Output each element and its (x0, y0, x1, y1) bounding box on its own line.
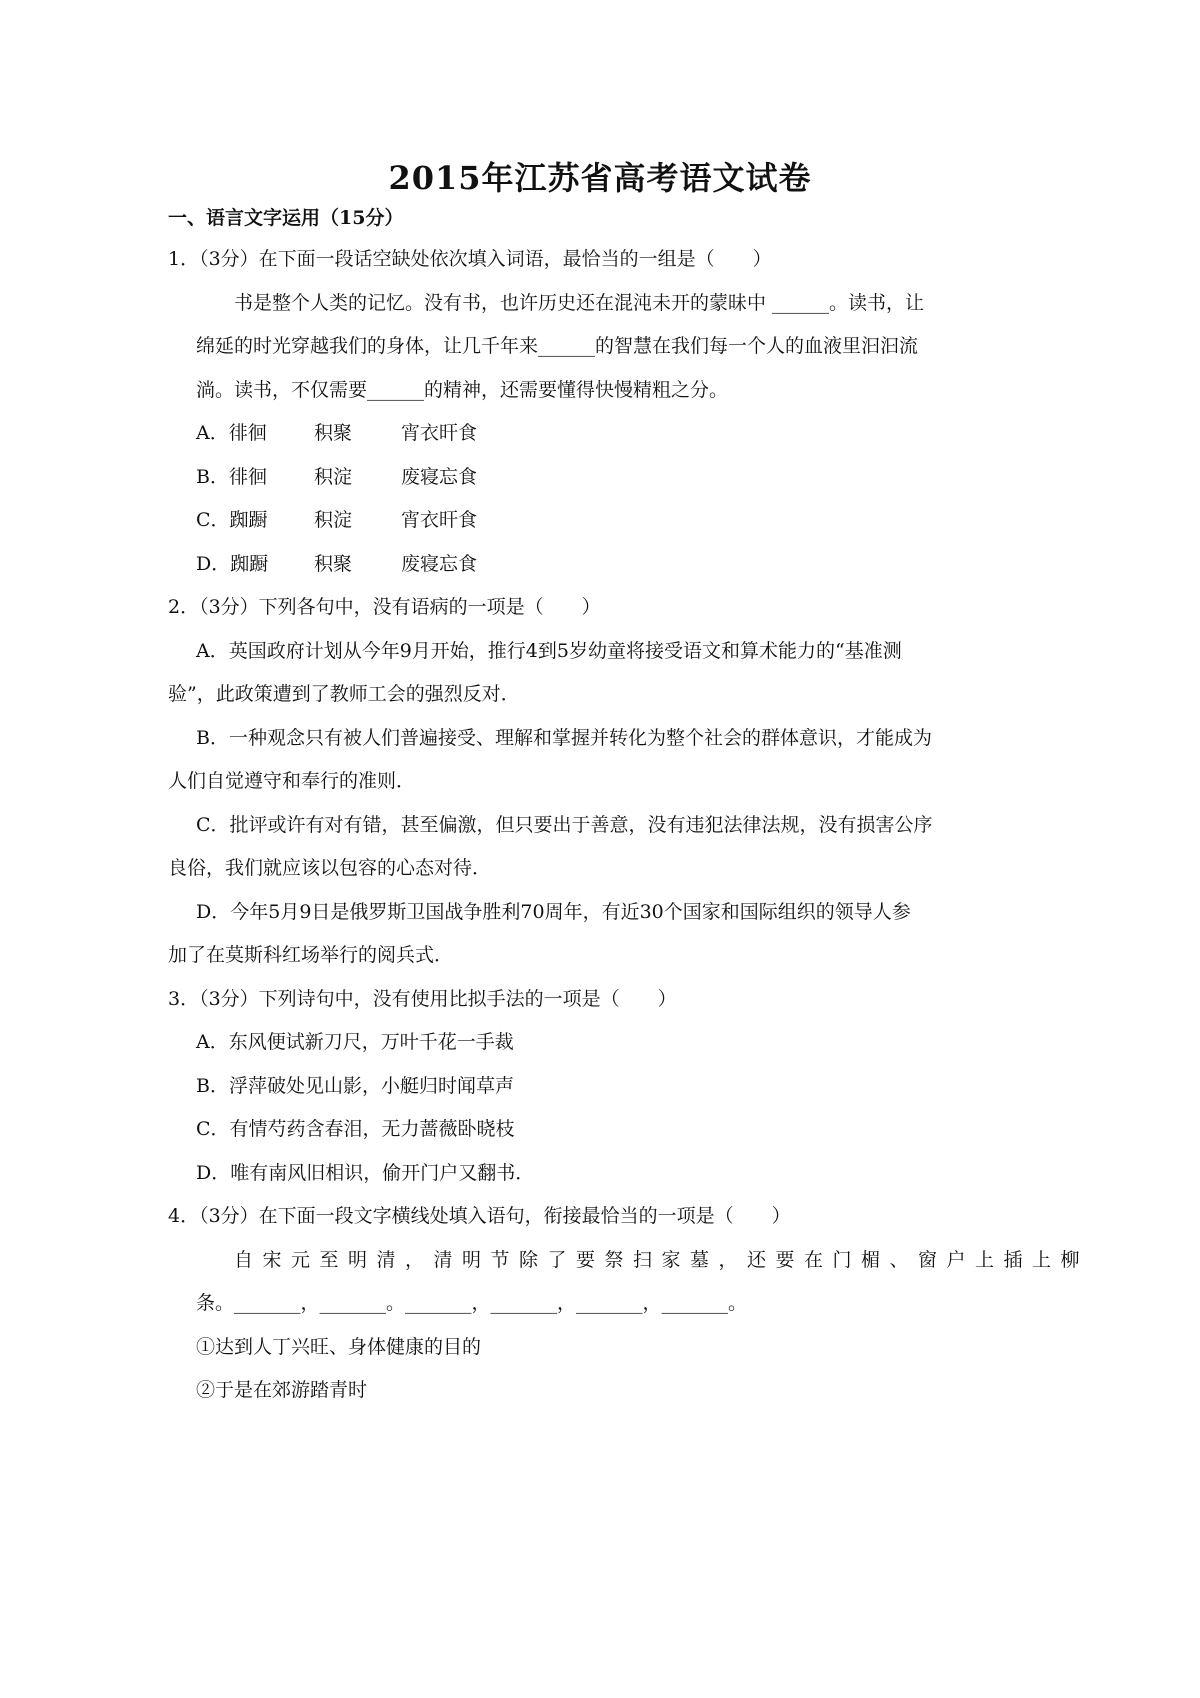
q1-option-a-word3: 宵衣旰食 (401, 422, 478, 444)
q4-stem: 4．（3分）在下面一段文字横线处填入语句，衔接最恰当的一项是（ ） (168, 1205, 791, 1227)
q1-option-c (196, 507, 596, 533)
q4-passage-line-1: 自宋元至明清，清明节除了要祭扫家墓，还要在门楣、窗户上插上柳 (234, 1249, 1090, 1271)
q1-option-a-word2: 积聚 (314, 422, 353, 444)
q3-option-d: D．唯有南风旧相识，偷开门户又翻书． (196, 1162, 535, 1184)
q2-option-c-line-2: 良俗，我们就应该以包容的心态对待． (168, 857, 492, 879)
page-title: 2015年江苏省高考语文试卷 (388, 159, 812, 197)
q1-option-b-word1: B．徘徊 (196, 466, 267, 488)
q3-stem: 3．（3分）下列诗句中，没有使用比拟手法的一项是（ ） (168, 988, 677, 1010)
q2-option-c-line-1: C．批评或许有对有错，甚至偏激，但只要出于善意，没有违犯法律法规，没有损害公序 (196, 814, 933, 836)
q2-option-b-line-2: 人们自觉遵守和奉行的准则． (168, 770, 416, 792)
q2-option-a-line-1: A．英国政府计划从今年9月开始，推行4到5岁幼童将接受语文和算术能力的“基准测 (196, 640, 902, 662)
q1-passage-line-3: 淌。读书，不仅需要______的精神，还需要懂得快慢精粗之分。 (196, 379, 729, 401)
q4-sentence-2: ②于是在郊游踏青时 (196, 1379, 368, 1401)
q4-sentence-1: ①达到人丁兴旺、身体健康的目的 (196, 1336, 482, 1358)
q1-passage-line-2: 绵延的时光穿越我们的身体，让几千年来______的智慧在我们每一个人的血液里汩汩流 (196, 335, 919, 357)
q3-option-b: B．浮萍破处见山影，小艇归时闻草声 (196, 1075, 514, 1097)
q4-passage-line-2: 条。_______，_______。_______，_______，_______，_______。 (196, 1292, 748, 1314)
q1-option-c-word2: 积淀 (314, 509, 353, 531)
q1-option-c-word3: 宵衣旰食 (401, 509, 478, 531)
q1-option-d-word2: 积聚 (314, 553, 353, 575)
section-heading: 一、语言文字运用（15分） (168, 207, 404, 229)
q1-option-c-word1: C．踟蹰 (196, 509, 268, 531)
q1-option-d (196, 551, 596, 577)
q1-option-d-word1: D．踟蹰 (196, 553, 269, 575)
q2-option-a-line-2: 验”，此政策遭到了教师工会的强烈反对． (168, 683, 520, 705)
q1-stem: 1．（3分）在下面一段话空缺处依次填入词语，最恰当的一组是（ ） (168, 248, 772, 270)
q1-option-d-word3: 废寝忘食 (401, 553, 478, 575)
q2-option-b-line-1: B．一种观念只有被人们普遍接受、理解和掌握并转化为整个社会的群体意识，才能成为 (196, 727, 932, 749)
q3-option-a: A．东风便试新刀尺，万叶千花一手裁 (196, 1031, 514, 1053)
q2-stem: 2．（3分）下列各句中，没有语病的一项是（ ） (168, 596, 601, 618)
q1-option-b (196, 464, 596, 490)
q1-option-a-word1: A．徘徊 (196, 422, 267, 444)
q2-option-d-line-2: 加了在莫斯科红场举行的阅兵式． (168, 944, 454, 966)
q1-option-b-word2: 积淀 (314, 466, 353, 488)
q1-passage-line-1: 书是整个人类的记忆。没有书，也许历史还在混沌未开的蒙昧中 ______。读书，让 (234, 292, 925, 314)
q3-option-c: C．有情芍药含春泪，无力蔷薇卧晓枝 (196, 1118, 515, 1140)
q1-option-a (196, 420, 596, 446)
q2-option-d-line-1: D．今年5月9日是俄罗斯卫国战争胜利70周年，有近30个国家和国际组织的领导人参 (196, 901, 911, 923)
q1-option-b-word3: 废寝忘食 (401, 466, 478, 488)
